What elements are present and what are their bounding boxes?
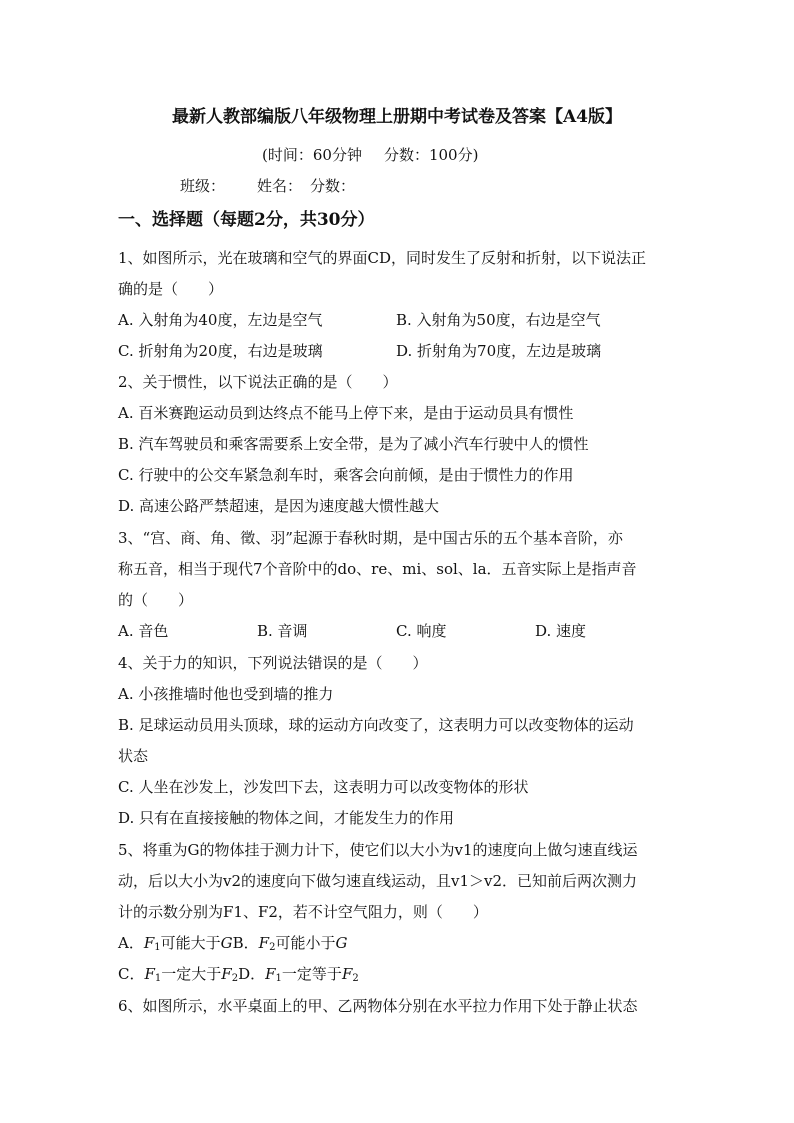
subscript: 2: [231, 973, 239, 984]
question-1-options-cd: [118, 341, 678, 361]
subscript: 2: [352, 973, 359, 984]
force-symbol: F: [258, 934, 270, 952]
q4-option-b-cont: 状态: [118, 747, 149, 765]
force-symbol: F: [143, 934, 155, 952]
q5-options-cd: [118, 964, 359, 984]
question-1-text-cont: 确的是（ ）: [118, 280, 224, 298]
q2-option-d: D. 高速公路严禁超速，是因为速度越大惯性越大: [118, 497, 440, 515]
gravity-symbol: G: [220, 934, 233, 952]
q3-option-b: B. 音调: [257, 622, 308, 640]
q5-options-ab: [118, 933, 347, 953]
question-3-text-cont: 称五音，相当于现代7个音阶中的do、re、mi、sol、la．五音实际上是指声音: [118, 560, 637, 578]
q3-option-d: D. 速度: [535, 622, 587, 640]
score-label: 分数：: [310, 177, 356, 195]
q1-option-b: B. 入射角为50度，右边是空气: [396, 311, 601, 329]
q5-text: 一定大于: [161, 965, 222, 983]
q3-option-a: A. 音色: [118, 622, 169, 640]
force-symbol: F: [265, 965, 276, 983]
force-symbol: F: [144, 965, 155, 983]
question-5-text-cont: 动，后以大小为v2的速度向下做匀速直线运动，且v1＞v2．已知前后两次测力: [118, 872, 638, 890]
exam-info: [262, 145, 478, 165]
question-3-options: [118, 621, 678, 641]
exam-time: (时间：60分钟: [262, 146, 362, 164]
q2-option-c: C. 行驶中的公交车紧急刹车时，乘客会向前倾，是由于惯性力的作用: [118, 466, 574, 484]
subscript: 1: [154, 973, 162, 984]
force-symbol: F: [341, 965, 353, 983]
q4-option-b: B. 足球运动员用头顶球，球的运动方向改变了，这表明力可以改变物体的运动: [118, 716, 634, 734]
question-4-text: 4、关于力的知识，下列说法错误的是（ ）: [118, 654, 428, 672]
question-3-text: 3、“宫、商、角、徵、羽”起源于春秋时期，是中国古乐的五个基本音阶，亦: [118, 529, 623, 547]
subscript: 1: [154, 942, 161, 953]
exam-total-score: 分数：100分): [383, 146, 479, 164]
section-heading: 一、选择题（每题2分，共30分）: [118, 210, 375, 230]
q5-text: 可能小于: [275, 934, 336, 952]
page-title: 最新人教部编版八年级物理上册期中考试卷及答案【A4版】: [171, 107, 623, 127]
name-label: 姓名：: [257, 177, 303, 195]
question-3-text-end: 的（ ）: [118, 591, 194, 609]
q5-text: 可能大于: [160, 934, 221, 952]
q2-option-a: A. 百米赛跑运动员到达终点不能马上停下来，是由于运动员具有惯性: [118, 404, 574, 422]
q5-option-d-label: D．: [238, 965, 266, 983]
q5-text: 一定等于: [281, 965, 342, 983]
q2-option-b: B. 汽车驾驶员和乘客需要系上安全带，是为了减小汽车行驶中人的惯性: [118, 435, 589, 453]
q1-option-a: A. 入射角为40度，左边是空气: [118, 311, 323, 329]
gravity-symbol: G: [335, 934, 348, 952]
question-6-text: 6、如图所示，水平桌面上的甲、乙两物体分别在水平拉力作用下处于静止状态: [118, 997, 638, 1015]
q5-option-c-label: C．: [118, 965, 145, 983]
question-1-text: 1、如图所示，光在玻璃和空气的界面CD，同时发生了反射和折射，以下说法正: [118, 249, 647, 267]
question-5-text-end: 计的示数分别为F1、F2，若不计空气阻力，则（ ）: [118, 903, 488, 921]
q1-option-c: C. 折射角为20度，右边是玻璃: [118, 342, 323, 360]
force-symbol: F: [221, 965, 232, 983]
q5-option-a-label: A．: [118, 934, 144, 952]
q4-option-d: D. 只有在直接接触的物体之间，才能发生力的作用: [118, 809, 455, 827]
class-label: 班级：: [180, 177, 226, 195]
q3-option-c: C. 响度: [396, 622, 447, 640]
subscript: 2: [269, 942, 276, 953]
question-1-options-ab: [118, 310, 678, 330]
q5-option-b-label: B．: [232, 934, 259, 952]
student-info: [180, 176, 355, 196]
question-5-text: 5、将重为G的物体挂于测力计下，使它们以大小为v1的速度向上做匀速直线运: [118, 841, 638, 859]
q4-option-a: A. 小孩推墙时他也受到墙的推力: [118, 685, 334, 703]
subscript: 1: [275, 973, 282, 984]
q1-option-d: D. 折射角为70度，左边是玻璃: [396, 342, 602, 360]
q4-option-c: C. 人坐在沙发上，沙发凹下去，这表明力可以改变物体的形状: [118, 778, 529, 796]
question-2-text: 2、关于惯性，以下说法正确的是（ ）: [118, 373, 398, 391]
